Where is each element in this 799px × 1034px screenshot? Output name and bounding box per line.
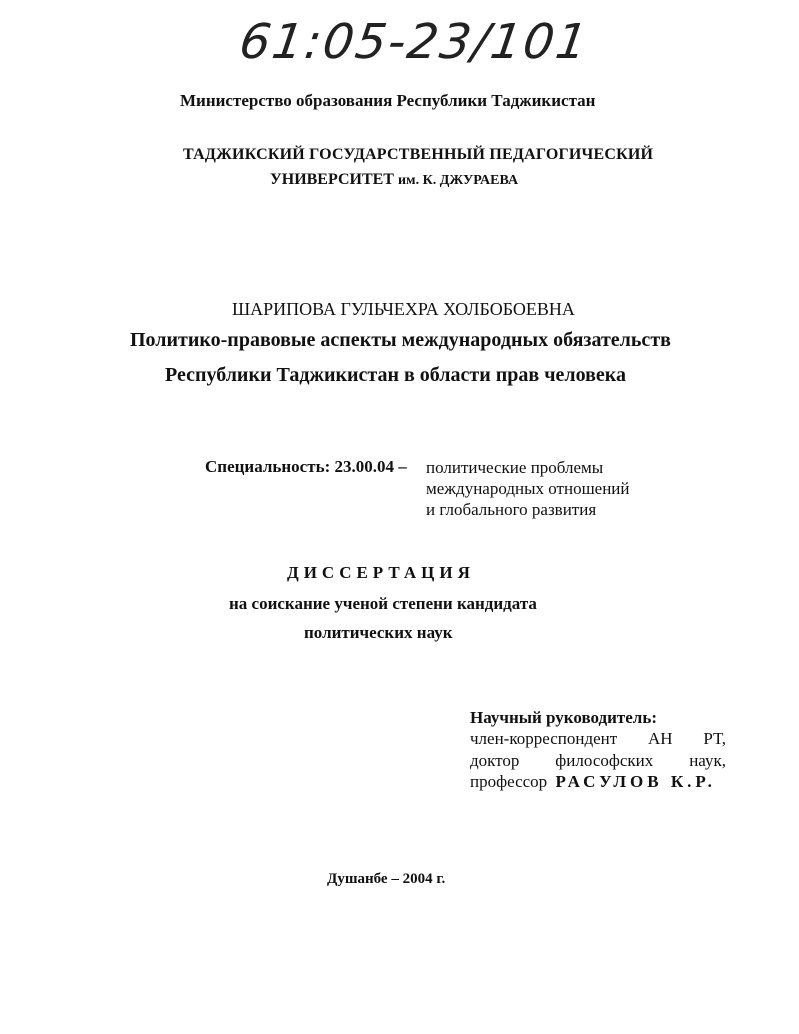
supervisor-name: РАСУЛОВ К.Р. <box>555 772 716 791</box>
supervisor-word: АН <box>648 729 673 748</box>
supervisor-rank: профессор <box>470 772 548 791</box>
specialty-description <box>426 457 630 520</box>
university-word: УНИВЕРСИТЕТ <box>270 171 394 188</box>
thesis-title-line2: Республики Таджикистан в области прав человека <box>165 364 626 386</box>
supervisor-word: доктор <box>470 751 520 770</box>
degree-subtitle-line1: на соискание ученой степени кандидата <box>229 594 537 613</box>
supervisor-word: РТ, <box>703 729 726 748</box>
supervisor-title-line2 <box>470 751 726 771</box>
archive-stamp: 61:05-23/101 <box>236 14 593 70</box>
ministry-name: Министерство образования Республики Таджикистан <box>180 91 596 110</box>
supervisor-title-line1 <box>470 729 726 749</box>
specialty-line: политические проблемы <box>426 458 604 477</box>
city-year: Душанбе – 2004 г. <box>327 871 446 887</box>
author-name: ШАРИПОВА ГУЛЬЧЕХРА ХОЛБОБОЕВНА <box>232 299 575 319</box>
specialty-line: международных отношений <box>426 479 630 498</box>
supervisor-heading: Научный руководитель: <box>470 708 657 727</box>
specialty-line: и глобального развития <box>426 500 597 519</box>
university-name-line1: ТАДЖИКСКИЙ ГОСУДАРСТВЕННЫЙ ПЕДАГОГИЧЕСКИЙ <box>183 146 654 163</box>
specialty-label: Специальность: 23.00.04 – <box>205 457 407 476</box>
university-honorific: им. К. ДЖУРАЕВА <box>397 173 519 188</box>
thesis-title-line1: Политико-правовые аспекты международных обязательств <box>130 329 671 351</box>
document-type-heading: ДИССЕРТАЦИЯ <box>287 563 475 582</box>
supervisor-word: член-корреспондент <box>470 729 618 748</box>
degree-subtitle-line2: политических наук <box>304 623 453 642</box>
university-name-line2 <box>270 171 518 189</box>
supervisor-name-line <box>470 772 716 792</box>
supervisor-word: философских <box>555 751 654 770</box>
supervisor-word: наук, <box>689 751 726 770</box>
